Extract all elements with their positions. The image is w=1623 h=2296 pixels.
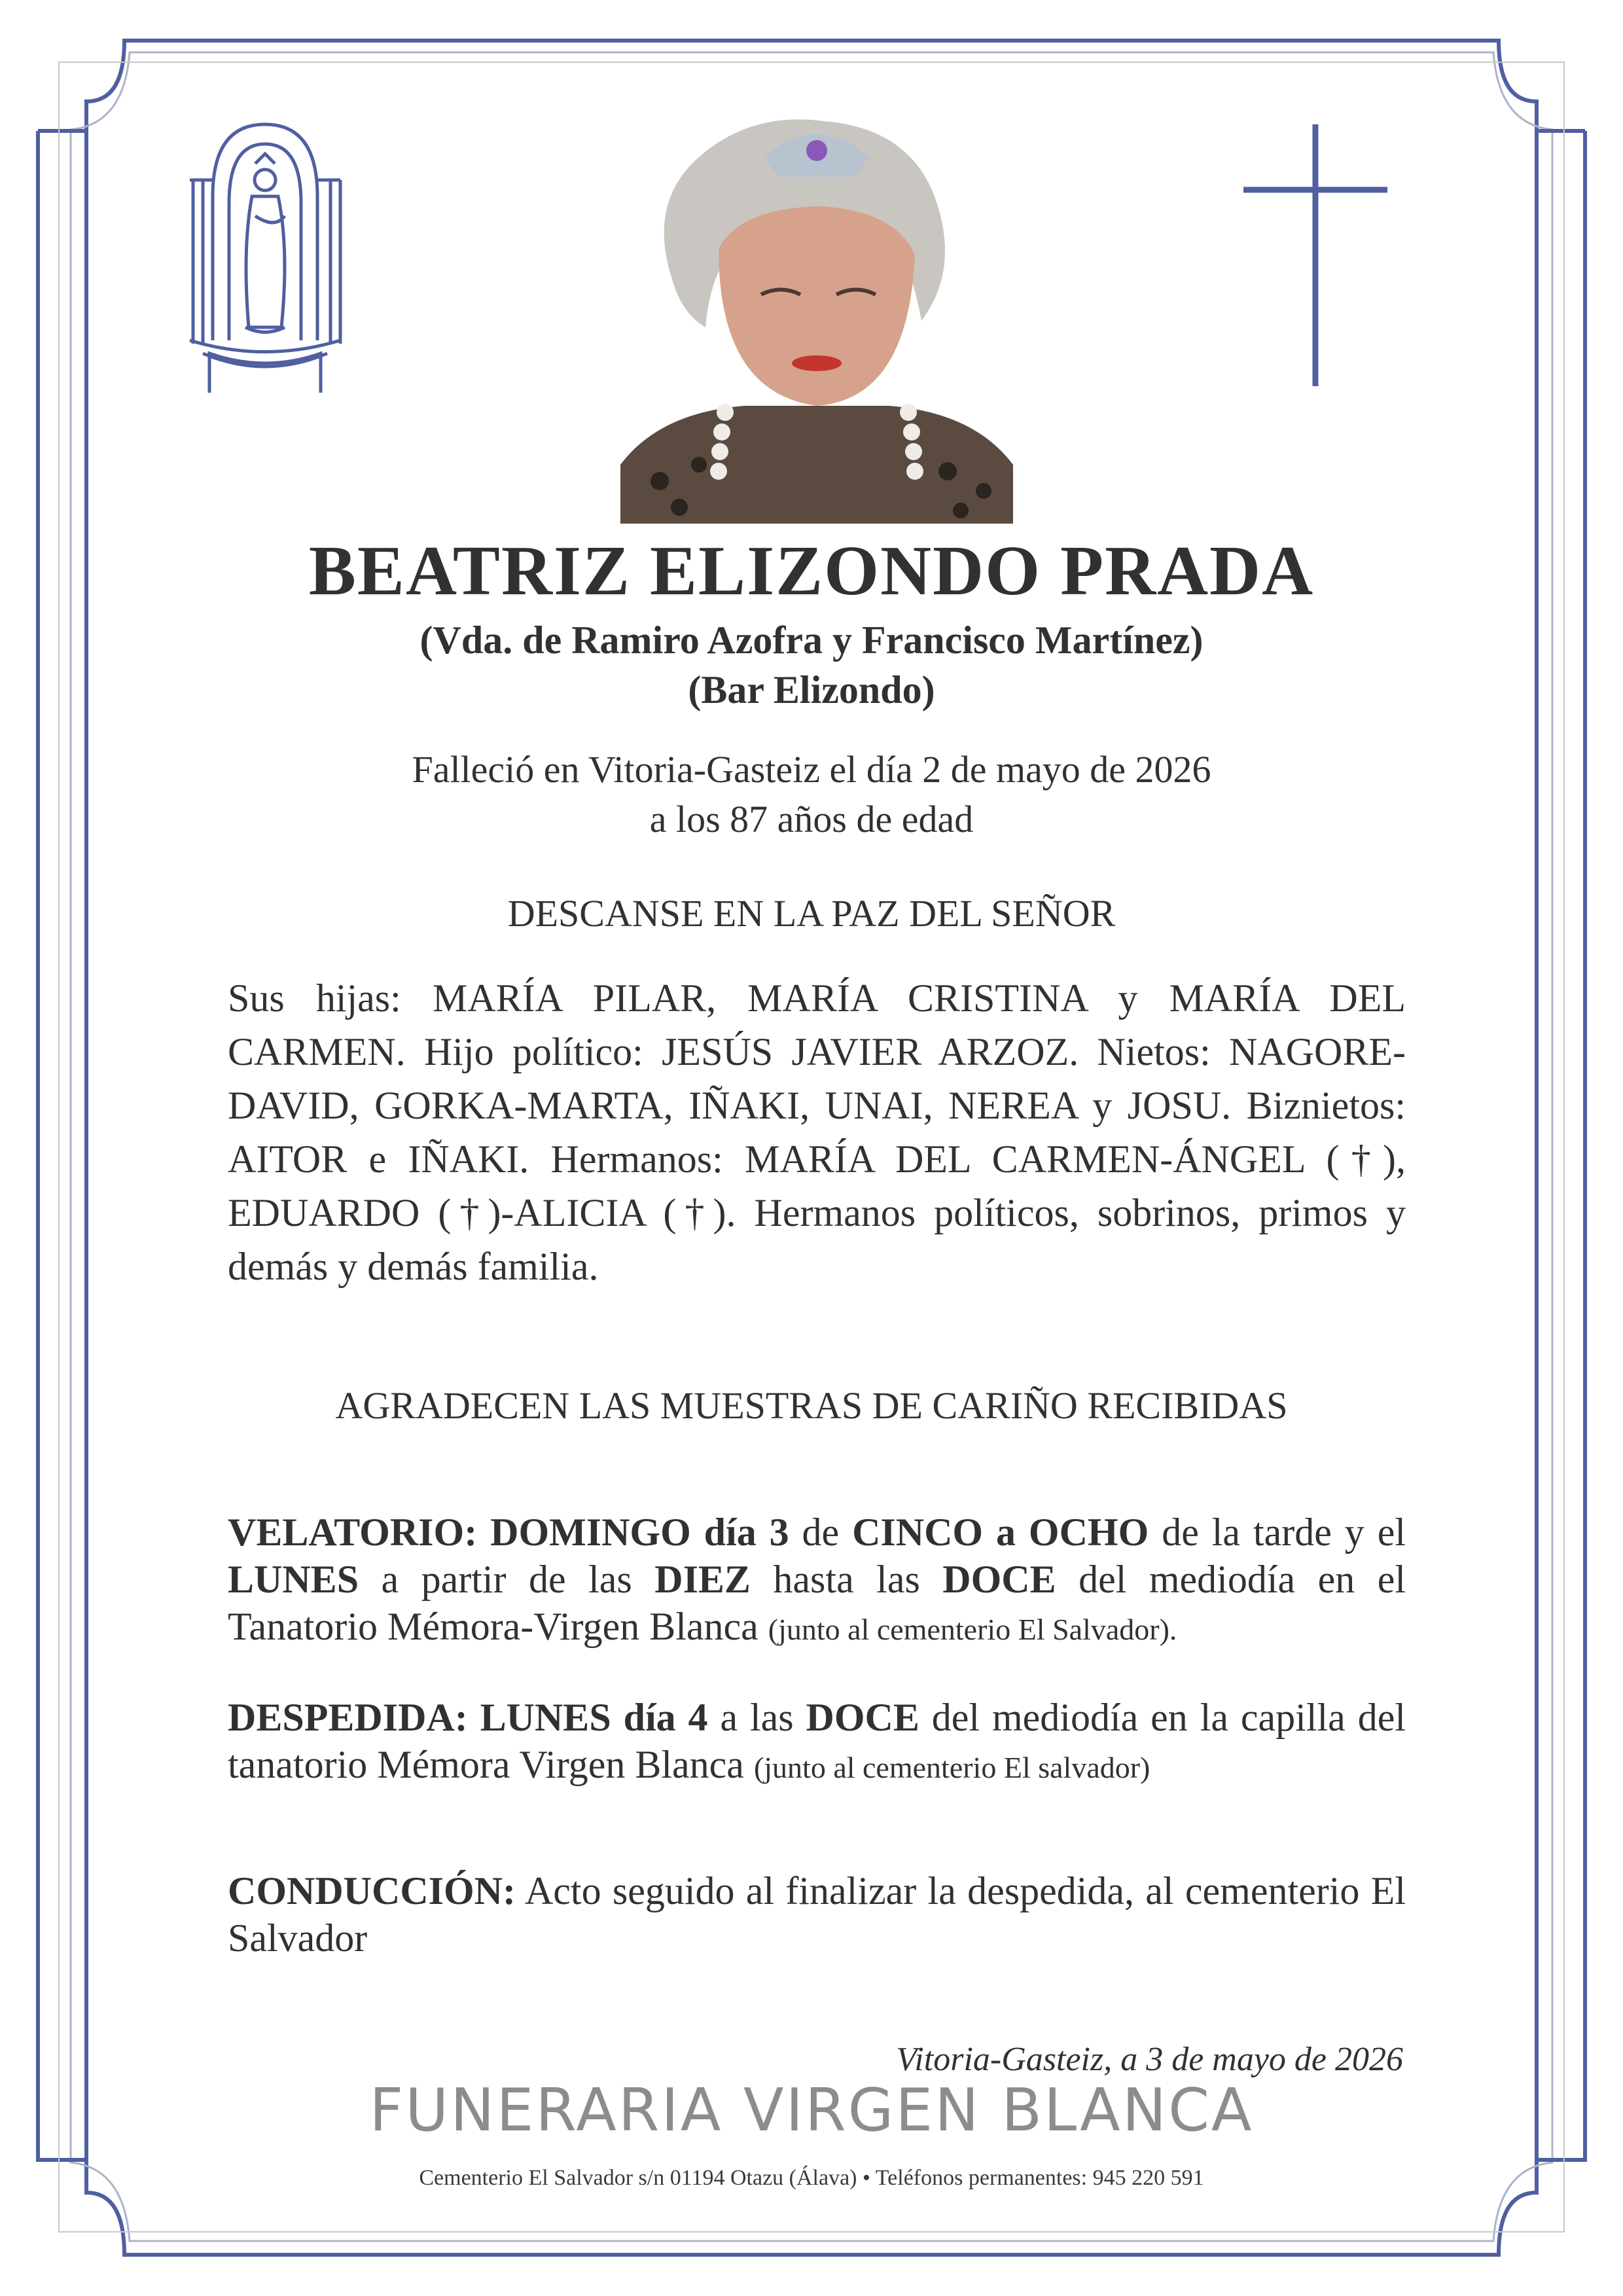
wake-text-1: de (789, 1511, 853, 1554)
wake-note: (junto al cementerio El Salvador). (768, 1613, 1177, 1646)
wake-text-5: del mediodía en el Tanatorio Mémora-Virgen Blanca (228, 1558, 1406, 1648)
wake-text-4: hasta las (750, 1558, 943, 1601)
company-name: FUNERARIA VIRGEN BLANCA (369, 2076, 1254, 2145)
death-place-date: Falleció en Vitoria-Gasteiz el día 2 de mayo de 2026 (412, 748, 1211, 791)
virgin-niche-icon (183, 118, 347, 393)
wake-text-2: de la tarde y el (1149, 1511, 1406, 1554)
deceased-portrait (620, 98, 1013, 524)
procession-label: CONDUCCIÓN: (228, 1869, 516, 1912)
wake-time-3: DOCE (942, 1558, 1056, 1601)
rest-in-peace: DESCANSE EN LA PAZ DEL SEÑOR (507, 892, 1116, 935)
wake-text-3: a partir de las (359, 1558, 655, 1601)
farewell-day: LUNES día 4 (480, 1696, 708, 1739)
farewell-text-2: del mediodía en la capilla del tanatorio Mémora Virgen Blanca (228, 1696, 1406, 1786)
farewell-paragraph (228, 1694, 1406, 1791)
farewell-time: DOCE (806, 1696, 919, 1739)
cross-icon (1237, 121, 1394, 393)
procession-paragraph (228, 1867, 1406, 1962)
deceased-name: BEATRIZ ELIZONDO PRADA (308, 532, 1315, 610)
widow-of-line: (Vda. de Ramiro Azofra y Francisco Martínez) (419, 619, 1204, 662)
family-paragraph: Sus hijas: MARÍA PILAR, MARÍA CRISTINA y MARÍA DEL CARMEN. Hijo político: JESÚS JAVIER ARZOZ. Nietos: NAGORE-DAVID, GORKA-MARTA, IÑAKI, UNAI, NEREA y JOSU. Biznietos: AITOR e IÑAKI. Hermanos: MARÍA DEL CARMEN-ÁNGEL (†), EDUARDO (†)-ALICIA (†). Hermanos políticos, sobrinos, primos y demás y demás familia. (228, 977, 1406, 1288)
wake-paragraph (228, 1509, 1406, 1653)
age-line: a los 87 años de edad (649, 798, 974, 840)
company-address: Cementerio El Salvador s/n 01194 Otazu (Álava) • Teléfonos permanentes: 945 220 591 (419, 2166, 1204, 2190)
wake-time-2: DIEZ (654, 1558, 751, 1601)
procession-text: Acto seguido al finalizar la despedida, al cementerio El Salvador (228, 1869, 1406, 1960)
farewell-note: (junto al cementerio El salvador) (753, 1751, 1150, 1784)
farewell-label: DESPEDIDA: (228, 1696, 468, 1739)
wake-day: DOMINGO día 3 (490, 1511, 789, 1554)
wake-day-2: LUNES (228, 1558, 359, 1601)
wake-time-1: CINCO a OCHO (852, 1511, 1149, 1554)
farewell-text-1: a las (707, 1696, 806, 1739)
thanks-line: AGRADECEN LAS MUESTRAS DE CARIÑO RECIBIDAS (335, 1384, 1288, 1427)
wake-label: VELATORIO: (228, 1511, 478, 1554)
issue-date: Vitoria-Gasteiz, a 3 de mayo de 2026 (896, 2041, 1403, 2078)
business-line: (Bar Elizondo) (688, 668, 935, 711)
